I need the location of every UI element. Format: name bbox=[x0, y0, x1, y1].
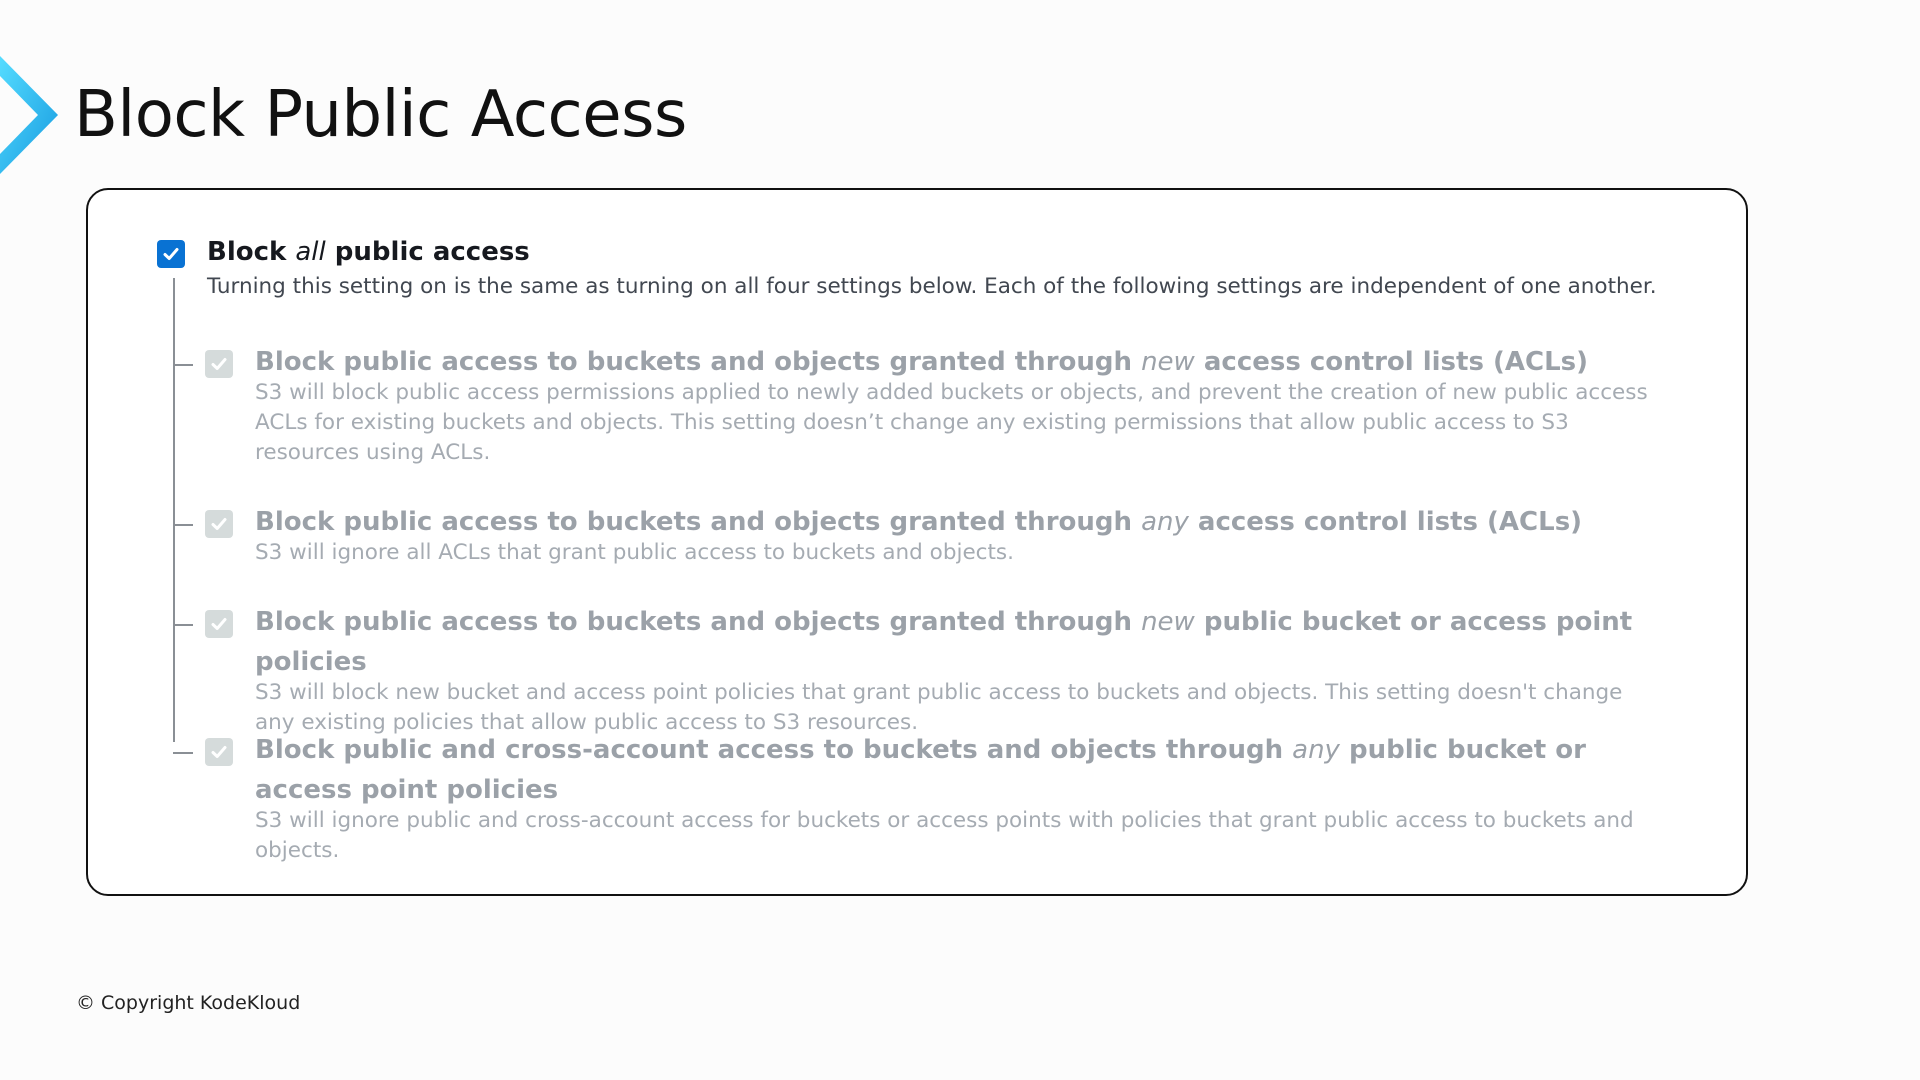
setting-block-new-policies bbox=[255, 602, 1675, 738]
block-all-public-access-checkbox[interactable] bbox=[157, 240, 185, 268]
copyright-footer: © Copyright KodeKloud bbox=[76, 992, 301, 1014]
setting-block-any-policies bbox=[255, 730, 1675, 866]
setting-description: S3 will ignore public and cross-account access for buckets or access points with policies that grant public access to buckets and objects. bbox=[255, 808, 1634, 863]
checkmark-icon bbox=[209, 514, 229, 534]
setting-label[interactable]: Block public access to buckets and objects granted through any access control lists (ACLs) bbox=[255, 507, 1583, 537]
block-all-public-access-label[interactable]: Block all public access bbox=[207, 237, 530, 267]
tree-branch bbox=[173, 624, 193, 626]
checkmark-icon bbox=[209, 742, 229, 762]
setting-block-any-acls bbox=[255, 502, 1675, 568]
setting-description: S3 will block public access permissions applied to newly added buckets or objects, and prevent the creation of new public access ACLs for existing buckets and objects. This setting doesn’t change any existing permissions that allow public access to S3 resources using ACLs. bbox=[255, 380, 1648, 465]
block-any-policies-checkbox[interactable] bbox=[205, 738, 233, 766]
checkmark-icon bbox=[209, 354, 229, 374]
block-new-policies-checkbox[interactable] bbox=[205, 610, 233, 638]
checkmark-icon bbox=[161, 244, 181, 264]
setting-description: S3 will ignore all ACLs that grant public access to buckets and objects. bbox=[255, 540, 1014, 565]
block-public-access-panel bbox=[86, 188, 1748, 896]
checkmark-icon bbox=[209, 614, 229, 634]
block-new-acls-checkbox[interactable] bbox=[205, 350, 233, 378]
tree-branch bbox=[173, 524, 193, 526]
setting-block-new-acls bbox=[255, 342, 1675, 468]
page-title: Block Public Access bbox=[74, 78, 687, 152]
setting-description: S3 will block new bucket and access point policies that grant public access to buckets and objects. This setting doesn't change any existing policies that allow public access to S3 resources. bbox=[255, 680, 1623, 735]
setting-label[interactable]: Block public access to buckets and objects granted through new access control lists (ACLs) bbox=[255, 347, 1588, 377]
tree-connector bbox=[173, 278, 175, 742]
block-all-public-access-description: Turning this setting on is the same as turning on all four settings below. Each of the following settings are independent of one another. bbox=[207, 274, 1657, 299]
block-any-acls-checkbox[interactable] bbox=[205, 510, 233, 538]
setting-label[interactable]: Block public and cross-account access to buckets and objects through any public bucket or access point policies bbox=[255, 735, 1586, 805]
tree-branch bbox=[173, 364, 193, 366]
setting-label[interactable]: Block public access to buckets and objects granted through new public bucket or access point policies bbox=[255, 607, 1633, 677]
tree-branch bbox=[173, 752, 193, 754]
chevron-right-icon bbox=[0, 56, 60, 174]
